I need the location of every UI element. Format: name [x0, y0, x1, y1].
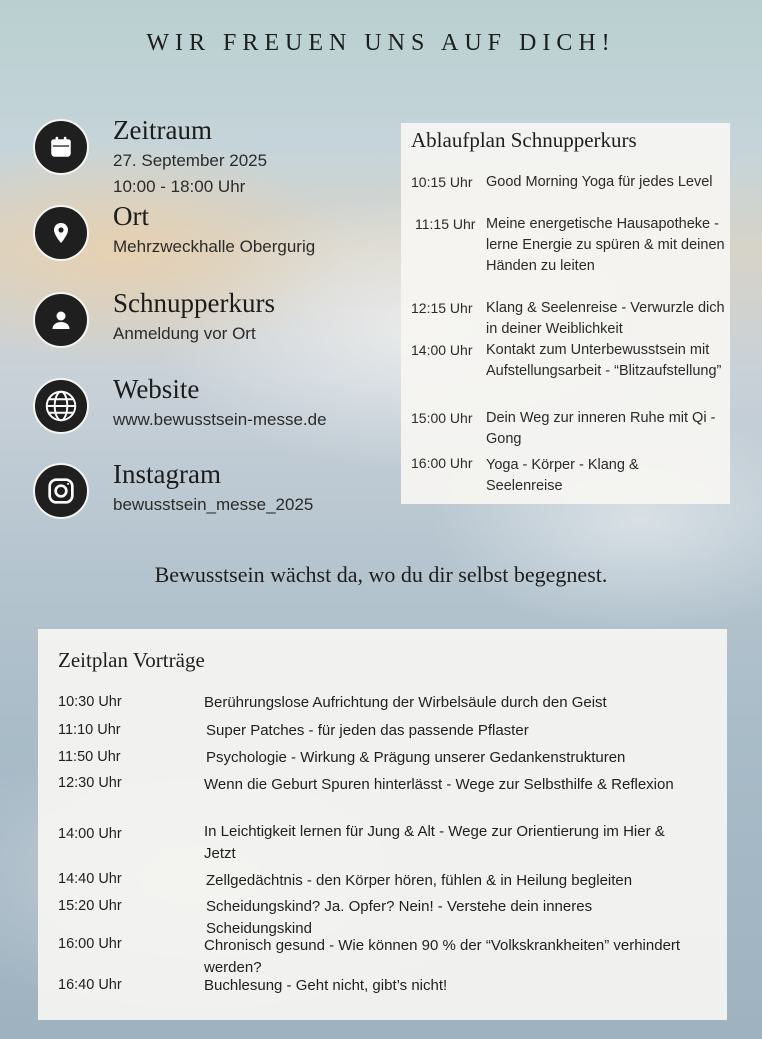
ablaufplan-panel [401, 123, 730, 504]
vortrag-time: 11:10 Uhr [58, 722, 121, 738]
vortrag-time: 12:30 Uhr [58, 775, 122, 791]
zeitraum-date: 27. September 2025 [113, 151, 268, 170]
ablaufplan-text: Dein Weg zur inneren Ruhe mit Qi - Gong [486, 410, 716, 447]
vortrag-text: In Leichtigkeit lernen für Jung & Alt - Wege zur Orientierung im Hier & Jetzt [204, 823, 665, 862]
ort-title: Ort [113, 201, 149, 231]
vortrag-time: 14:40 Uhr [58, 871, 122, 887]
calendar-icon [33, 119, 89, 175]
motto: Bewusstsein wächst da, wo du dir selbst begegnest. [154, 562, 608, 587]
ablaufplan-time: 15:00 Uhr [411, 410, 473, 426]
vortrag-text: Wenn die Geburt Spuren hinterlässt - Wege zur Selbsthilfe & Reflexion [204, 776, 674, 793]
website-title: Website [113, 374, 200, 404]
vortraege-panel [38, 629, 727, 1020]
vortrag-time: 11:50 Uhr [58, 749, 121, 765]
ablaufplan-title: Ablaufplan Schnupperkurs [411, 128, 637, 152]
vortrag-time: 14:00 Uhr [58, 826, 122, 842]
instagram-title: Instagram [113, 459, 221, 489]
ablaufplan-text: Klang & Seelenreise - Verwurzle dich in deiner Weiblichkeit [486, 300, 725, 337]
headline: WIR FREUEN UNS AUF DICH! [146, 30, 616, 56]
website-url[interactable]: www.bewusstsein-messe.de [113, 410, 327, 429]
person-icon [33, 292, 89, 348]
zeitraum-time: 10:00 - 18:00 Uhr [113, 177, 246, 196]
ablaufplan-time: 10:15 Uhr [411, 174, 473, 190]
vortraege-title: Zeitplan Vorträge [58, 648, 205, 672]
globe-icon [33, 378, 89, 434]
instagram-icon [33, 463, 89, 519]
ablaufplan-text: Yoga - Körper - Klang & Seelenreise [486, 457, 639, 494]
vortrag-text: Berührungslose Aufrichtung der Wirbelsäule durch den Geist [204, 694, 607, 711]
ablaufplan-time: 14:00 Uhr [411, 342, 473, 358]
location-pin-icon [33, 205, 89, 261]
ablaufplan-time: 12:15 Uhr [411, 300, 473, 316]
ablaufplan-time: 11:15 Uhr [415, 216, 476, 232]
vortrag-text: Psychologie - Wirkung & Prägung unserer Gedankenstrukturen [206, 749, 626, 766]
vortrag-text: Scheidungskind? Ja. Opfer? Nein! - Verstehe dein inneres Scheidungskind [206, 898, 593, 937]
vortrag-text: Chronisch gesund - Wie können 90 % der “Volkskrankheiten” verhindert werden? [204, 937, 681, 976]
ablaufplan-time: 16:00 Uhr [411, 455, 473, 471]
vortrag-text: Zellgedächtnis - den Körper hören, fühlen & in Heilung begleiten [206, 872, 633, 889]
ort-location: Mehrzweckhalle Obergurig [113, 237, 316, 256]
vortrag-time: 16:40 Uhr [58, 977, 122, 993]
vortrag-text: Buchlesung - Geht nicht, gibt’s nicht! [204, 977, 448, 994]
schnupperkurs-registration: Anmeldung vor Ort [113, 324, 256, 343]
ablaufplan-text: Kontakt zum Unterbewusstsein mit Aufstellungsarbeit - “Blitzaufstellung” [486, 342, 722, 379]
ablaufplan-text: Good Morning Yoga für jedes Level [486, 174, 713, 190]
ablaufplan-text: Meine energetische Hausapotheke - lerne Energie zu spüren & mit deinen Händen zu leiten [486, 216, 725, 274]
vortrag-time: 15:20 Uhr [58, 898, 122, 914]
vortrag-time: 16:00 Uhr [58, 936, 122, 952]
vortrag-text: Super Patches - für jeden das passende Pflaster [206, 722, 529, 739]
vortrag-time: 10:30 Uhr [58, 694, 122, 710]
zeitraum-title: Zeitraum [113, 115, 212, 145]
schnupperkurs-title: Schnupperkurs [113, 288, 275, 318]
instagram-handle[interactable]: bewusstsein_messe_2025 [113, 495, 314, 514]
